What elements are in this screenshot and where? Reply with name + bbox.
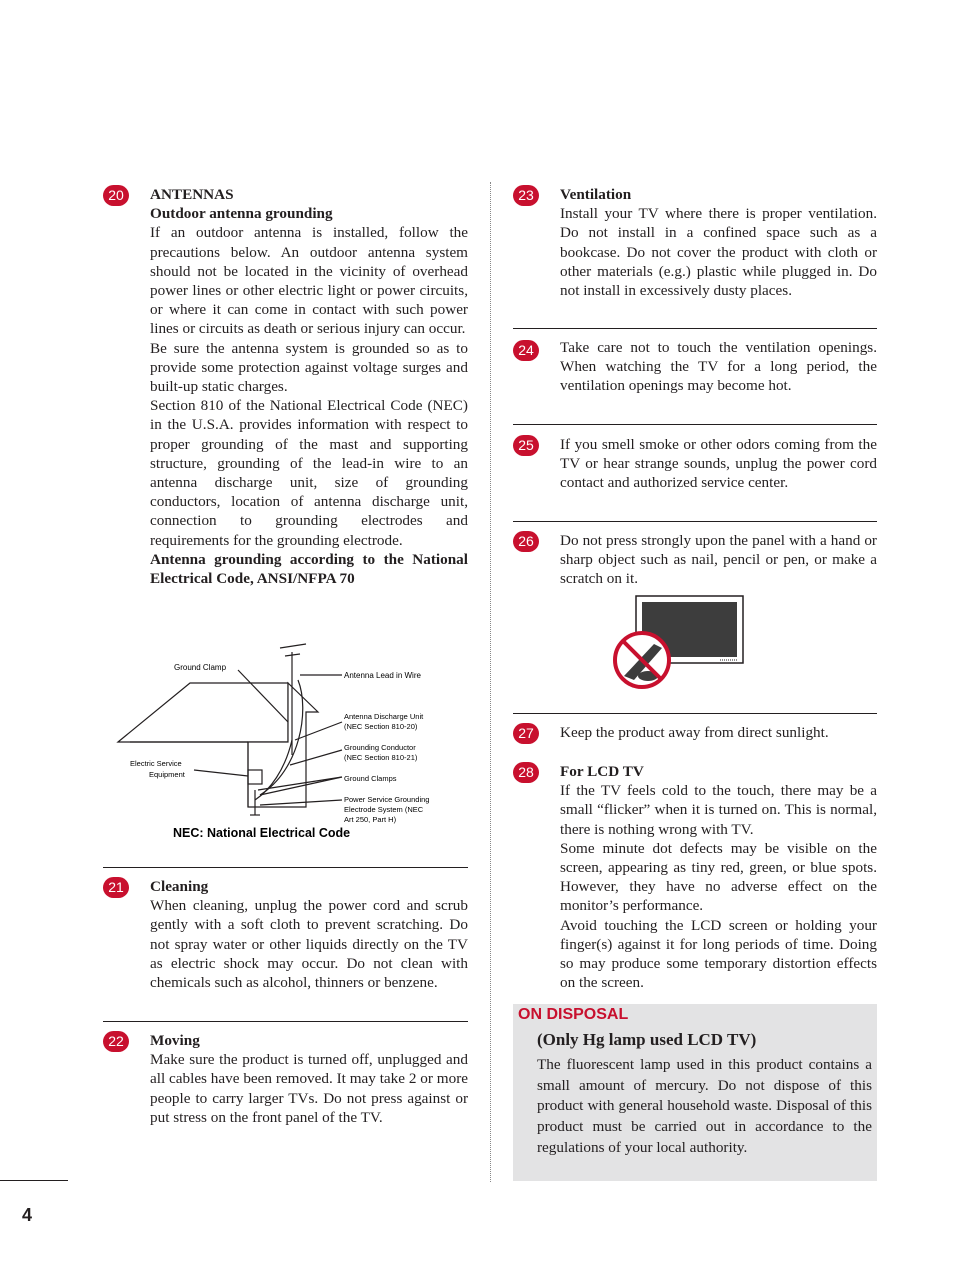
label-power-service: Power Service Grounding [344, 795, 430, 804]
item-number-badge: 23 [513, 185, 539, 206]
disposal-body: The fluorescent lamp used in this product contains a small amount of mercury. Do not dispose of this product with general household waste. Disposal of this product must be carried out in accordance to the regulations of your local authority. [537, 1056, 872, 1156]
item-paragraph: Keep the product away from direct sunlight. [560, 724, 829, 741]
item-paragraph: When cleaning, unplug the power cord and scrub gently with a soft cloth to prevent scratching. Do not spray water or other liquids directly on the TV as electric shock may occur. Do not clean with chemicals such as alcohol, thinners or benzene. [150, 897, 468, 992]
item-subtitle: Outdoor antenna grounding [150, 205, 333, 223]
item-title: For LCD TV [560, 763, 644, 780]
item-paragraph: Be sure the antenna system is grounded so as to provide some protection against voltage surges and built-up static charges. [150, 339, 468, 396]
label-electric-service-equipment: Equipment [149, 770, 185, 779]
tv-no-pressing-illustration [610, 592, 750, 692]
divider-line [513, 328, 877, 329]
item-panel [513, 531, 877, 589]
item-paragraph: Some minute dot defects may be visible on the screen, appearing as tiny red, green, or blue spots. However, they have no adverse effect on the monitor’s performance. [560, 839, 877, 915]
label-power-service-art: Art 250, Part H) [344, 815, 397, 824]
label-discharge-unit: Antenna Discharge Unit [344, 712, 424, 721]
item-number-badge: 22 [103, 1031, 129, 1052]
divider-line [513, 521, 877, 522]
label-ground-clamp: Ground Clamp [174, 663, 227, 672]
item-number-badge: 20 [103, 185, 129, 206]
label-grounding-conductor: Grounding Conductor [344, 743, 416, 752]
item-paragraph: If an outdoor antenna is installed, follow the precautions below. An outdoor antenna system should not be located in the vicinity of overhead power lines or other electric light or power circuits, or where it can come in contact with such power lines or circuits as death or serious injury can occur. [150, 224, 468, 338]
item-cleaning [103, 877, 468, 992]
item-number-badge: 26 [513, 531, 539, 552]
page-number: 4 [22, 1205, 33, 1225]
item-title: Moving [150, 1032, 200, 1049]
item-paragraph: Make sure the product is turned off, unplugged and all cables have been removed. It may take 2 or more people to carry larger TVs. Do not press against or put stress on the front panel of the TV. [150, 1051, 468, 1126]
antenna-grounding-diagram [110, 640, 470, 845]
label-ground-clamps: Ground Clamps [344, 774, 397, 783]
item-title: Ventilation [560, 186, 632, 203]
item-paragraph: If you smell smoke or other odors coming from the TV or hear strange sounds, unplug the power cord contact and authorized service center. [560, 436, 877, 492]
item-paragraph: Section 810 of the National Electrical Code (NEC) in the U.S.A. provides information with respect to proper grounding of the mast and supporting structure, grounding of the lead-in wire to an antenna discharge unit, size of grounding conductors, location of antenna discharge unit, connection to grounding electrodes and requirements for the grounding electrode. [150, 397, 468, 549]
item-title: ANTENNAS [150, 186, 234, 203]
label-electric-service: Electric Service [130, 759, 182, 768]
item-number-badge: 25 [513, 435, 539, 456]
item-number-badge: 27 [513, 723, 539, 744]
item-ventilation [513, 185, 877, 300]
label-discharge-unit-section: (NEC Section 810-20) [344, 722, 418, 731]
prohibition-icon [615, 633, 669, 687]
item-smoke [513, 435, 877, 493]
item-paragraph: Install your TV where there is proper ventilation. Do not install in a confined space such as a bookcase. Do not cover the product with cloth or other materials (e.g.) plastic while plugged in. Do not install in excessively dusty places. [560, 205, 877, 300]
disposal-box [513, 1004, 877, 1181]
item-number-badge: 21 [103, 877, 129, 898]
item-vent-touch [513, 338, 877, 396]
divider-line [103, 1021, 468, 1022]
item-title: Cleaning [150, 878, 209, 895]
column-divider [490, 182, 491, 1182]
house-illustration [118, 644, 342, 815]
item-moving [103, 1031, 468, 1127]
item-paragraph: Do not press strongly upon the panel with a hand or sharp object such as nail, pencil or pen, or make a scratch on it. [560, 532, 877, 588]
divider-line [513, 713, 877, 714]
item-number-badge: 24 [513, 340, 539, 361]
footer-rule [0, 1180, 68, 1181]
divider-line [513, 424, 877, 425]
item-sunlight [513, 723, 877, 742]
item-antennas [103, 185, 468, 588]
item-lcd [513, 762, 877, 992]
item-number-badge: 28 [513, 762, 539, 783]
disposal-heading: ON DISPOSAL [518, 1006, 629, 1023]
item-bold-note: Antenna grounding according to the National Electrical Code, ANSI/NFPA 70 [150, 550, 468, 588]
item-paragraph: Avoid touching the LCD screen or holding your finger(s) against it for long periods of time. Doing so may produce some temporary distortion effects on the screen. [560, 916, 877, 992]
label-antenna-lead-in: Antenna Lead in Wire [344, 671, 421, 680]
item-paragraph: If the TV feels cold to the touch, there may be a small “flicker” when it is turned on. This is normal, there is nothing wrong with TV. [560, 782, 877, 838]
divider-line [103, 867, 468, 868]
label-power-service-electrode: Electrode System (NEC [344, 805, 424, 814]
item-paragraph: Take care not to touch the ventilation openings. When watching the TV for a long period, the ventilation openings may become hot. [560, 339, 877, 395]
label-grounding-conductor-section: (NEC Section 810-21) [344, 753, 418, 762]
disposal-subheading: (Only Hg lamp used LCD TV) [537, 1030, 757, 1049]
diagram-caption: NEC: National Electrical Code [173, 826, 351, 840]
